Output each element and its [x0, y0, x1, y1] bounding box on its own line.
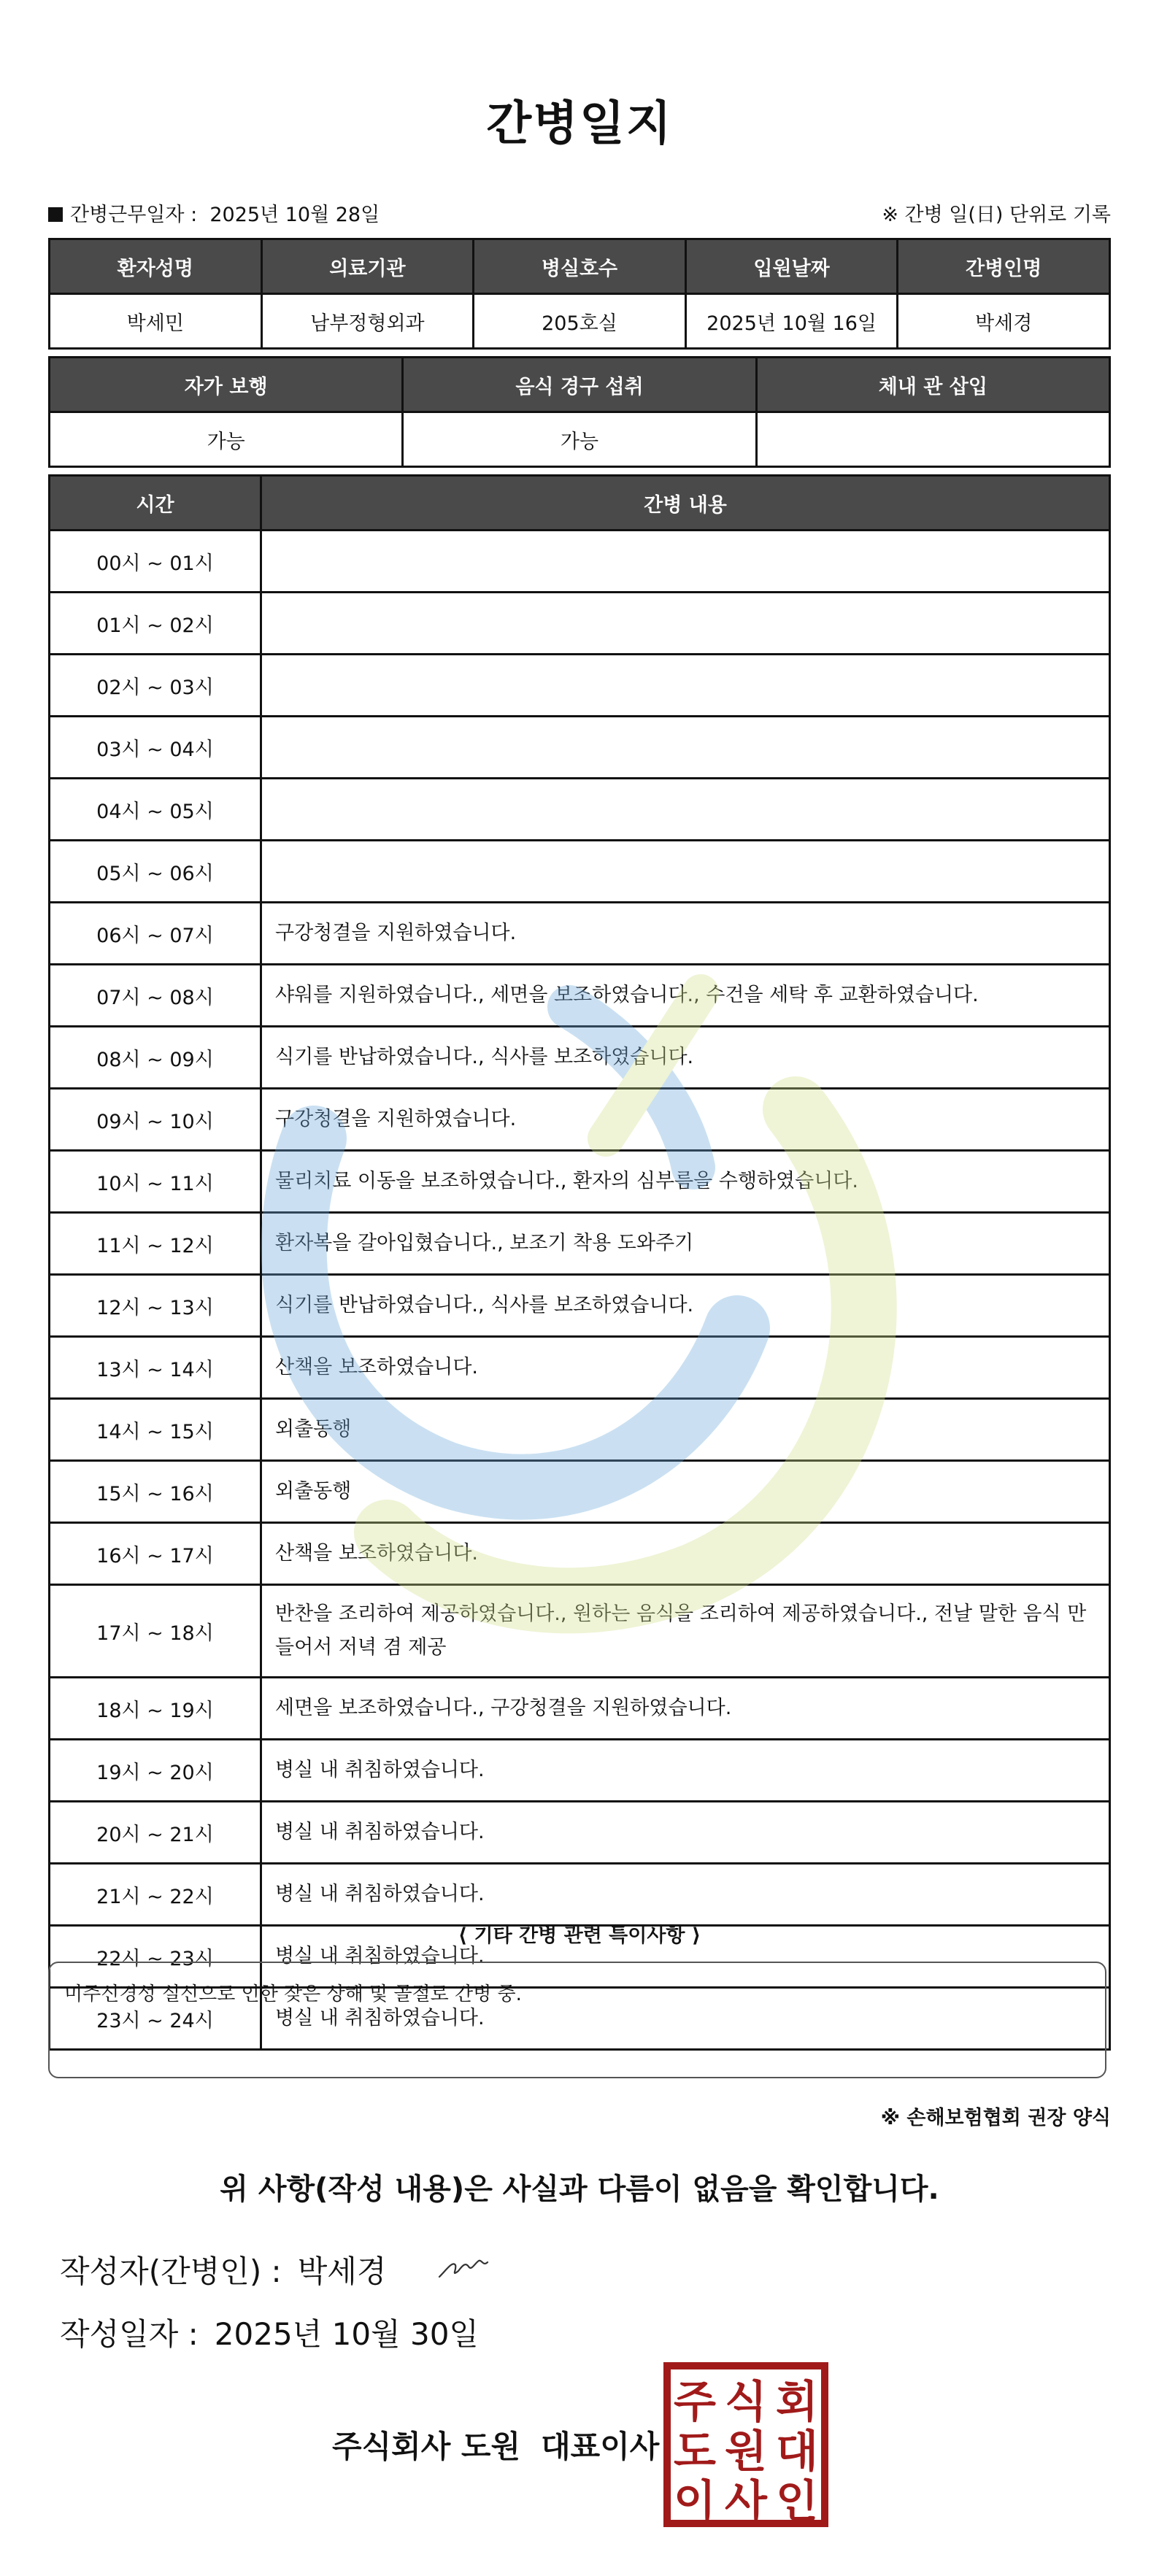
log-row — [50, 1275, 1110, 1337]
admission-date: 2025년 10월 16일 — [685, 294, 898, 349]
log-row — [50, 717, 1110, 779]
header-hospital: 의료기관 — [261, 239, 474, 294]
log-content: 샤워를 지원하였습니다., 세면을 보조하였습니다., 수건을 세탁 후 교환하였습니다. — [261, 965, 1110, 1027]
log-time: 04시 ~ 05시 — [50, 779, 261, 841]
log-content — [261, 717, 1110, 779]
log-time: 20시 ~ 21시 — [50, 1802, 261, 1864]
log-row — [50, 1337, 1110, 1399]
log-content — [261, 593, 1110, 655]
status-header-row — [50, 358, 1110, 412]
svg-text:도: 도 — [674, 2426, 716, 2477]
patient-info-table — [48, 238, 1111, 350]
svg-text:식: 식 — [725, 2377, 767, 2428]
log-content: 식기를 반납하였습니다., 식사를 보조하였습니다. — [261, 1027, 1110, 1089]
work-date-value: 2025년 10월 28일 — [209, 204, 380, 226]
log-body — [50, 531, 1110, 2050]
log-row — [50, 1678, 1110, 1740]
log-content: 구강청결을 지원하였습니다. — [261, 903, 1110, 965]
log-time: 23시 ~ 24시 — [50, 1988, 261, 2050]
writer-line — [60, 2248, 386, 2291]
self-walking-value: 가능 — [50, 412, 403, 467]
log-content: 구강청결을 지원하였습니다. — [261, 1089, 1110, 1151]
log-time: 17시 ~ 18시 — [50, 1585, 261, 1678]
log-time: 16시 ~ 17시 — [50, 1523, 261, 1585]
log-time: 01시 ~ 02시 — [50, 593, 261, 655]
header-tube-insertion: 체내 관 삽입 — [756, 358, 1109, 412]
write-date-value: 2025년 10월 30일 — [214, 2316, 479, 2352]
log-time: 19시 ~ 20시 — [50, 1740, 261, 1802]
log-content: 환자복을 갈아입혔습니다., 보조기 착용 도와주기 — [261, 1213, 1110, 1275]
header-patient-name: 환자성명 — [50, 239, 262, 294]
log-time: 06시 ~ 07시 — [50, 903, 261, 965]
square-bullet-icon — [48, 207, 63, 222]
log-content: 반찬을 조리하여 제공하였습니다., 원하는 음식을 조리하여 제공하였습니다., 전날 말한 음식 만들어서 저녁 겸 제공 — [261, 1585, 1110, 1678]
log-row — [50, 965, 1110, 1027]
log-content: 병실 내 취침하였습니다. — [261, 1802, 1110, 1864]
svg-text:인: 인 — [776, 2476, 818, 2527]
work-date-label: 간병근무일자 : — [70, 204, 198, 226]
log-row — [50, 1523, 1110, 1585]
log-row — [50, 1740, 1110, 1802]
log-content: 병실 내 취침하였습니다. — [261, 1864, 1110, 1926]
patient-name: 박세민 — [50, 294, 262, 349]
log-content: 산책을 보조하였습니다. — [261, 1337, 1110, 1399]
log-content — [261, 779, 1110, 841]
log-time: 18시 ~ 19시 — [50, 1678, 261, 1740]
log-content: 병실 내 취침하였습니다. — [261, 1926, 1110, 1988]
log-row — [50, 1461, 1110, 1523]
notes-box: 미주신경성 실신으로 인한 잦은 상해 및 골절로 간병 중. — [48, 1962, 1106, 2078]
notes-title: ⟨ 기타 간병 관련 특이사항 ⟩ — [458, 1924, 701, 1947]
log-time: 03시 ~ 04시 — [50, 717, 261, 779]
svg-text:주: 주 — [674, 2377, 716, 2428]
write-date-line — [60, 2310, 479, 2354]
work-date-line — [48, 198, 380, 227]
header-time: 시간 — [50, 476, 261, 531]
log-row — [50, 531, 1110, 593]
svg-text:원: 원 — [725, 2426, 767, 2477]
log-time: 21시 ~ 22시 — [50, 1864, 261, 1926]
log-row — [50, 903, 1110, 965]
status-value-row — [50, 412, 1110, 467]
log-row — [50, 1151, 1110, 1213]
svg-text:대: 대 — [776, 2426, 818, 2477]
writer-label: 작성자(간병인) : — [60, 2253, 282, 2289]
oral-intake-value: 가능 — [403, 412, 756, 467]
header-self-walking: 자가 보행 — [50, 358, 403, 412]
log-time: 11시 ~ 12시 — [50, 1213, 261, 1275]
log-time: 00시 ~ 01시 — [50, 531, 261, 593]
hospital-name: 남부정형외과 — [261, 294, 474, 349]
log-content: 산책을 보조하였습니다. — [261, 1523, 1110, 1585]
log-row — [50, 1585, 1110, 1678]
caregiver-name: 박세경 — [898, 294, 1110, 349]
recommend-note: ※ 손해보험협회 권장 양식 — [880, 2107, 1111, 2129]
log-time: 09시 ~ 10시 — [50, 1089, 261, 1151]
company-seal-stamp — [663, 2361, 829, 2528]
header-care-content: 간병 내용 — [261, 476, 1110, 531]
log-time: 02시 ~ 03시 — [50, 655, 261, 717]
log-content — [261, 655, 1110, 717]
log-row — [50, 779, 1110, 841]
confirmation-statement: 위 사항(작성 내용)은 사실과 다름이 없음을 확인합니다. — [220, 2172, 939, 2206]
log-content: 외출동행 — [261, 1399, 1110, 1461]
log-time: 22시 ~ 23시 — [50, 1926, 261, 1988]
log-time: 13시 ~ 14시 — [50, 1337, 261, 1399]
patient-info-header-row — [50, 239, 1110, 294]
log-time: 05시 ~ 06시 — [50, 841, 261, 903]
svg-text:회: 회 — [776, 2377, 818, 2428]
log-content: 식기를 반납하였습니다., 식사를 보조하였습니다. — [261, 1275, 1110, 1337]
log-row — [50, 1864, 1110, 1926]
signature-icon — [436, 2248, 495, 2284]
log-row — [50, 1213, 1110, 1275]
header-caregiver-name: 간병인명 — [898, 239, 1110, 294]
log-row — [50, 841, 1110, 903]
page-title: 간병일지 — [486, 97, 673, 151]
log-time: 12시 ~ 13시 — [50, 1275, 261, 1337]
unit-note: ※ 간병 일(日) 단위로 기록 — [882, 204, 1111, 226]
log-row — [50, 593, 1110, 655]
log-content: 세면을 보조하였습니다., 구강청결을 지원하였습니다. — [261, 1678, 1110, 1740]
svg-text:사: 사 — [725, 2476, 767, 2527]
log-row — [50, 655, 1110, 717]
patient-status-table — [48, 356, 1111, 468]
company-representative: 대표이사 — [541, 2429, 660, 2464]
tube-insertion-value — [756, 412, 1109, 467]
log-time: 10시 ~ 11시 — [50, 1151, 261, 1213]
room-number: 205호실 — [474, 294, 686, 349]
log-content: 외출동행 — [261, 1461, 1110, 1523]
log-content: 병실 내 취침하였습니다. — [261, 1740, 1110, 1802]
log-content: 물리치료 이동을 보조하였습니다., 환자의 심부름을 수행하였습니다. — [261, 1151, 1110, 1213]
header-room-number: 병실호수 — [474, 239, 686, 294]
company-line — [332, 2423, 659, 2467]
log-row — [50, 1089, 1110, 1151]
svg-text:이: 이 — [674, 2476, 716, 2527]
hourly-log-table — [48, 474, 1111, 2051]
patient-info-value-row — [50, 294, 1110, 349]
log-time: 15시 ~ 16시 — [50, 1461, 261, 1523]
company-name: 주식회사 도원 — [332, 2429, 521, 2464]
log-content — [261, 531, 1110, 593]
writer-name: 박세경 — [297, 2253, 387, 2289]
log-time: 08시 ~ 09시 — [50, 1027, 261, 1089]
log-content: 병실 내 취침하였습니다. — [261, 1988, 1110, 2050]
log-time: 14시 ~ 15시 — [50, 1399, 261, 1461]
log-row — [50, 1399, 1110, 1461]
log-row — [50, 1027, 1110, 1089]
log-header-row — [50, 476, 1110, 531]
write-date-label: 작성일자 : — [60, 2316, 199, 2352]
header-oral-intake: 음식 경구 섭취 — [403, 358, 756, 412]
log-time: 07시 ~ 08시 — [50, 965, 261, 1027]
header-admission-date: 입원날짜 — [685, 239, 898, 294]
log-content — [261, 841, 1110, 903]
log-row — [50, 1802, 1110, 1864]
